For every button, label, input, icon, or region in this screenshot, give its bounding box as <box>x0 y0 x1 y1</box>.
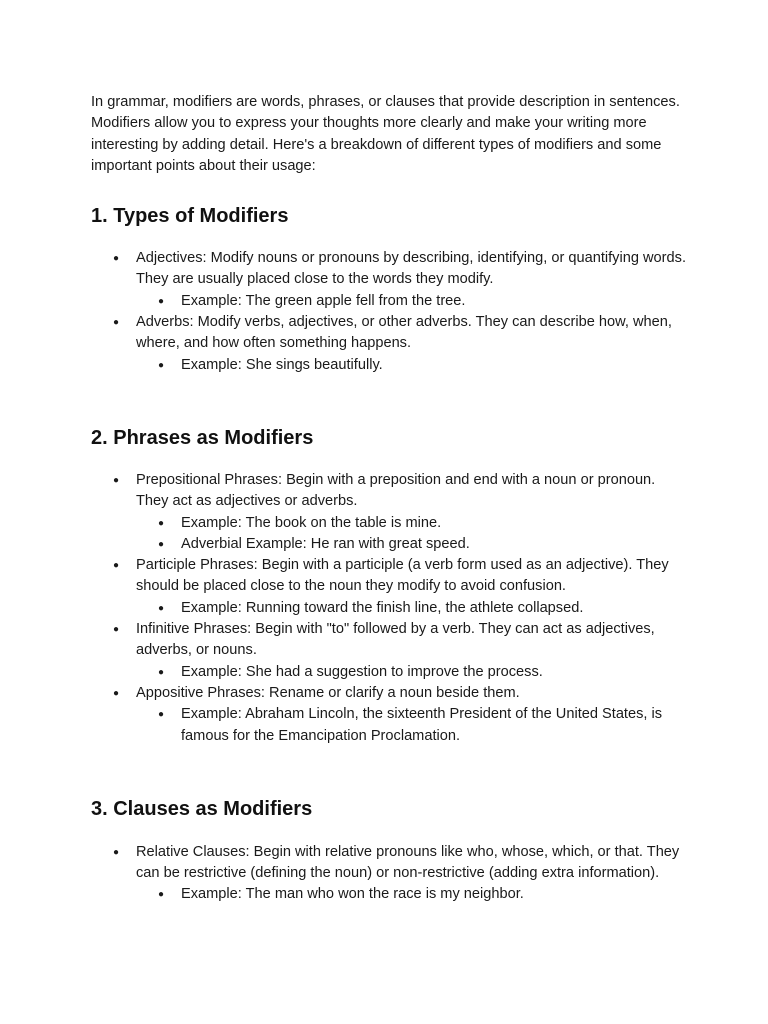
list-item <box>91 842 691 906</box>
bullet-icon <box>113 312 119 333</box>
bullet-icon <box>158 534 164 555</box>
list-item-text: Participle Phrases: Begin with a participle (a verb form used as an adjective). They should be placed close to the noun they modify to avoid confusion. <box>136 557 669 595</box>
sub-list <box>136 355 691 376</box>
bullet-list <box>91 842 691 906</box>
bullet-icon <box>113 248 119 269</box>
sub-list-item-text: Example: She had a suggestion to improve the process. <box>181 663 543 680</box>
sub-list-item <box>136 534 691 555</box>
sub-list-item <box>136 704 691 747</box>
bullet-icon <box>113 470 119 491</box>
section-heading-types-of-modifiers: 1. Types of Modifiers <box>91 205 289 228</box>
sub-list-item <box>136 884 691 905</box>
bullet-icon <box>158 598 164 619</box>
list-item-text: Appositive Phrases: Rename or clarify a noun beside them. <box>136 684 520 701</box>
bullet-icon <box>158 662 164 683</box>
sub-list-item-text: Example: The book on the table is mine. <box>181 514 442 531</box>
list-item <box>91 619 691 683</box>
sub-list-item-text: Example: Running toward the finish line, the athlete collapsed. <box>181 599 584 616</box>
sub-list <box>136 513 691 556</box>
sub-list-item-text: Example: She sings beautifully. <box>181 356 383 373</box>
sub-list-item-text: Example: The green apple fell from the tree. <box>181 292 466 309</box>
bullet-list <box>91 248 691 376</box>
sub-list-item <box>136 513 691 534</box>
list-item-text: Prepositional Phrases: Begin with a preposition and end with a noun or pronoun. They act as adjectives or adverbs. <box>136 471 656 510</box>
bullet-icon <box>113 619 119 640</box>
list-item-text: Infinitive Phrases: Begin with "to" followed by a verb. They can act as adjectives, adverbs, or nouns. <box>136 621 655 659</box>
sub-list <box>136 662 691 683</box>
sub-list-item <box>136 662 691 683</box>
section-heading-phrases-as-modifiers: 2. Phrases as Modifiers <box>91 426 314 449</box>
sub-list-item <box>136 355 691 376</box>
bullet-icon <box>158 355 164 376</box>
list-item <box>91 470 691 555</box>
bullet-icon <box>113 842 119 863</box>
list-item-text: Relative Clauses: Begin with relative pronouns like who, whose, which, or that. They can be restrictive (defining the noun) or non-restrictive (adding extra information). <box>136 843 680 882</box>
sub-list-item-text: Example: Abraham Lincoln, the sixteenth President of the United States, is famous for the Emancipation Proclamation. <box>181 706 663 744</box>
bullet-icon <box>158 291 164 312</box>
list-item-text: Adjectives: Modify nouns or pronouns by describing, identifying, or quantifying words. They are usually placed close to the words they modify. <box>136 250 686 288</box>
bullet-list <box>91 470 691 747</box>
bullet-icon <box>113 683 119 704</box>
bullet-icon <box>158 884 164 905</box>
list-item-text: Adverbs: Modify verbs, adjectives, or other adverbs. They can describe how, when, where, and how often something happens. <box>136 314 672 352</box>
sub-list-item-text: Adverbial Example: He ran with great speed. <box>181 535 470 552</box>
bullet-icon <box>113 555 119 576</box>
list-item <box>91 555 691 619</box>
sub-list <box>136 704 691 747</box>
intro-paragraph: In grammar, modifiers are words, phrases, or clauses that provide description in sentences. Modifiers allow you to express your thoughts more clearly and make your writing more interesting by adding detail. Here's a breakdown of different types of modifiers and some important points about their usage: <box>91 94 680 174</box>
list-item <box>91 248 691 312</box>
sub-list-item-text: Example: The man who won the race is my neighbor. <box>181 886 524 903</box>
bullet-icon <box>158 704 164 725</box>
section-heading-clauses-as-modifiers: 3. Clauses as Modifiers <box>91 797 313 820</box>
sub-list-item <box>136 598 691 619</box>
sub-list-item <box>136 291 691 312</box>
list-item <box>91 312 691 376</box>
sub-list <box>136 884 691 905</box>
sub-list <box>136 291 691 312</box>
document-page <box>91 92 691 906</box>
bullet-icon <box>158 513 164 534</box>
sub-list <box>136 598 691 619</box>
list-item <box>91 683 691 747</box>
